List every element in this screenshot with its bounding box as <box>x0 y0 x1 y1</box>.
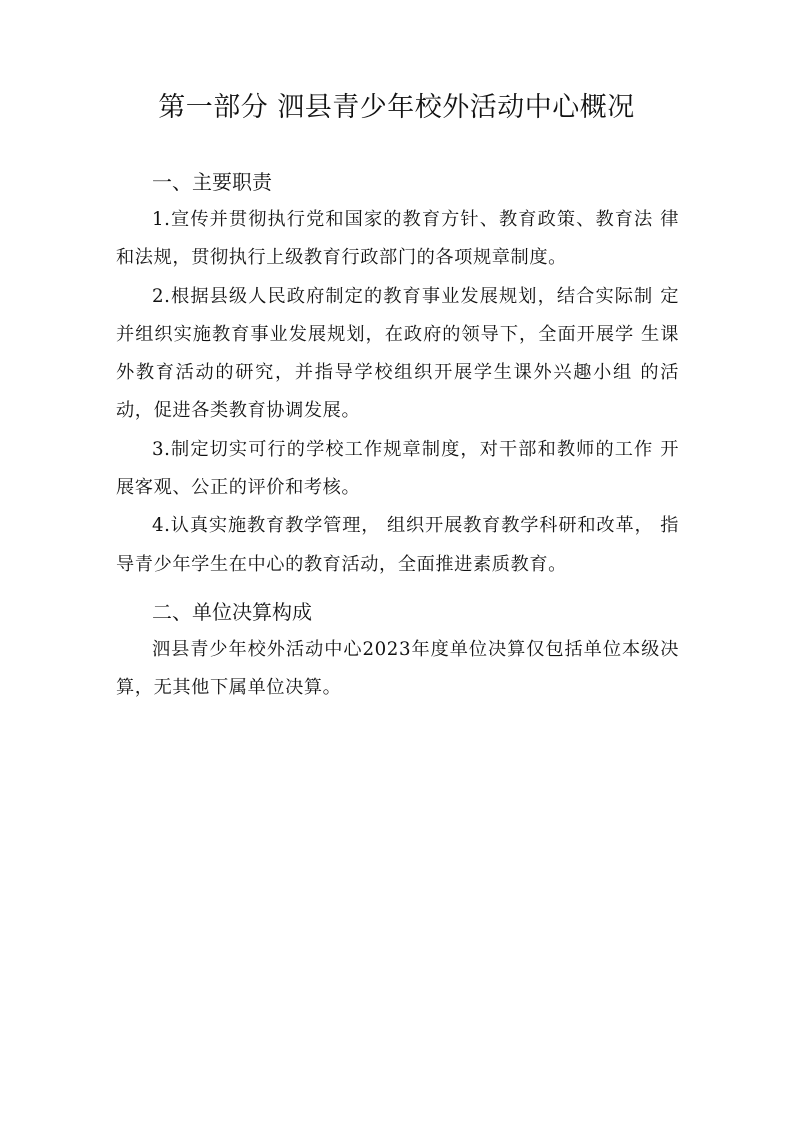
section-budget-composition <box>116 593 679 708</box>
paragraph: 1.宣传并贯彻执行党和国家的教育方针、教育政策、教育法 律和法规，贯彻执行上级教育行政部门的各项规章制度。 <box>116 209 679 269</box>
paragraph: 4.认真实施教育教学管理， 组织开展教育教学科研和改革， 指导青少年学生在中心的教育活动，全面推进素质教育。 <box>116 515 679 575</box>
section-spacer <box>116 584 679 593</box>
page-title: 第一部分 泗县青少年校外活动中心概况 <box>158 92 635 123</box>
document-body <box>116 163 679 708</box>
paragraph: 3.制定切实可行的学校工作规章制度，对干部和教师的工作 开展客观、公正的评价和考核。 <box>116 438 679 499</box>
paragraph: 2.根据县级人民政府制定的教育事业发展规划，结合实际制 定并组织实施教育事业发展规划，在政府的领导下，全面开展学 生课外教育活动的研究，并指导学校组织开展学生课外兴趣小组 的活动，促进各类教育协调发展。 <box>116 285 679 422</box>
section-heading: 二、单位决算构成 <box>152 599 312 624</box>
section-main-duties <box>116 163 679 584</box>
paragraph: 泗县青少年校外活动中心2023年度单位决算仅包括单位本级决算，无其他下属单位决算。 <box>116 638 679 699</box>
section-heading: 一、主要职责 <box>152 170 272 194</box>
